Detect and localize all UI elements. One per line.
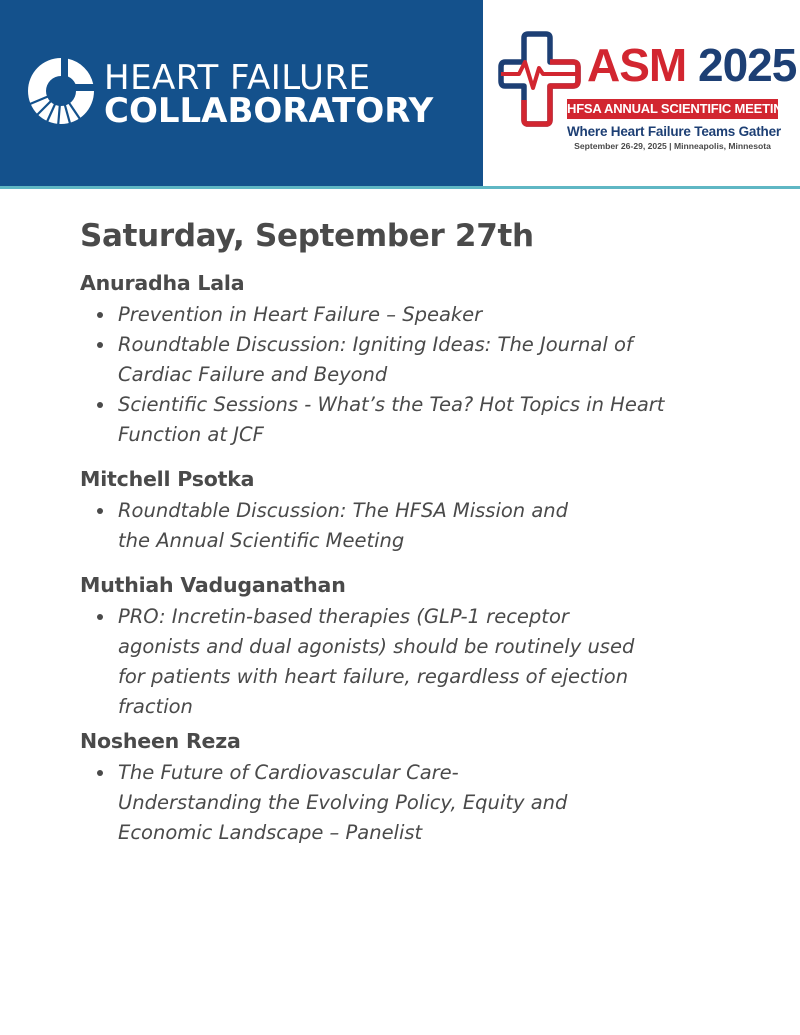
asm-dates-location: September 26-29, 2025 | Minneapolis, Minnesota [574, 141, 771, 151]
asm-title-acronym: ASM [587, 39, 687, 91]
talk-text: Prevention in Heart Failure – Speaker [118, 303, 483, 326]
talk-item [80, 300, 680, 330]
asm-2025-banner [483, 0, 800, 188]
talk-list [80, 602, 720, 722]
talk-list [80, 496, 720, 556]
speaker-name: Nosheen Reza [80, 729, 241, 753]
bullet-icon [97, 614, 103, 620]
schedule-content [80, 214, 720, 862]
hf-title-line2: COLLABORATORY [104, 91, 434, 131]
hf-collaboratory-logo-icon [24, 54, 98, 128]
hf-collaboratory-banner [0, 0, 483, 188]
talk-item [80, 330, 670, 390]
talk-item [80, 758, 600, 848]
speaker-name: Muthiah Vaduganathan [80, 573, 346, 597]
talk-item [80, 390, 670, 450]
speaker-block [80, 268, 720, 450]
talk-text: Scientific Sessions - What’s the Tea? Hot Topics in Heart Function at JCF [118, 393, 665, 446]
talk-list [80, 758, 720, 848]
asm-title-year: 2025 [698, 39, 797, 91]
talk-text: Roundtable Discussion: Igniting Ideas: The Journal of Cardiac Failure and Beyond [118, 333, 633, 386]
talk-text: PRO: Incretin-based therapies (GLP-1 receptor agonists and dual agonists) should be routinely used for patients with heart failure, regardless of ejection fraction [118, 605, 635, 718]
talk-text: Roundtable Discussion: The HFSA Mission and the Annual Scientific Meeting [118, 499, 569, 552]
header-divider [0, 186, 800, 189]
asm-tagline: Where Heart Failure Teams Gather [567, 124, 781, 139]
bullet-icon [97, 402, 103, 408]
bullet-icon [97, 770, 103, 776]
day-heading: Saturday, September 27th [80, 218, 534, 254]
asm-title [587, 39, 797, 91]
asm-meeting-band: HFSA ANNUAL SCIENTIFIC MEETING [567, 99, 778, 119]
hf-title-line1: HEART FAILURE [104, 58, 371, 98]
talk-list [80, 300, 720, 450]
speaker-block [80, 726, 720, 848]
bullet-icon [97, 312, 103, 318]
talk-item [80, 602, 640, 722]
speaker-block [80, 570, 720, 722]
speaker-name: Mitchell Psotka [80, 467, 255, 491]
bullet-icon [97, 508, 103, 514]
talk-item [80, 496, 600, 556]
speaker-block [80, 464, 720, 556]
page-header [0, 0, 800, 188]
bullet-icon [97, 342, 103, 348]
speaker-name: Anuradha Lala [80, 271, 245, 295]
talk-text: The Future of Cardiovascular Care- Understanding the Evolving Policy, Equity and Economic Landscape – Panelist [118, 761, 568, 844]
